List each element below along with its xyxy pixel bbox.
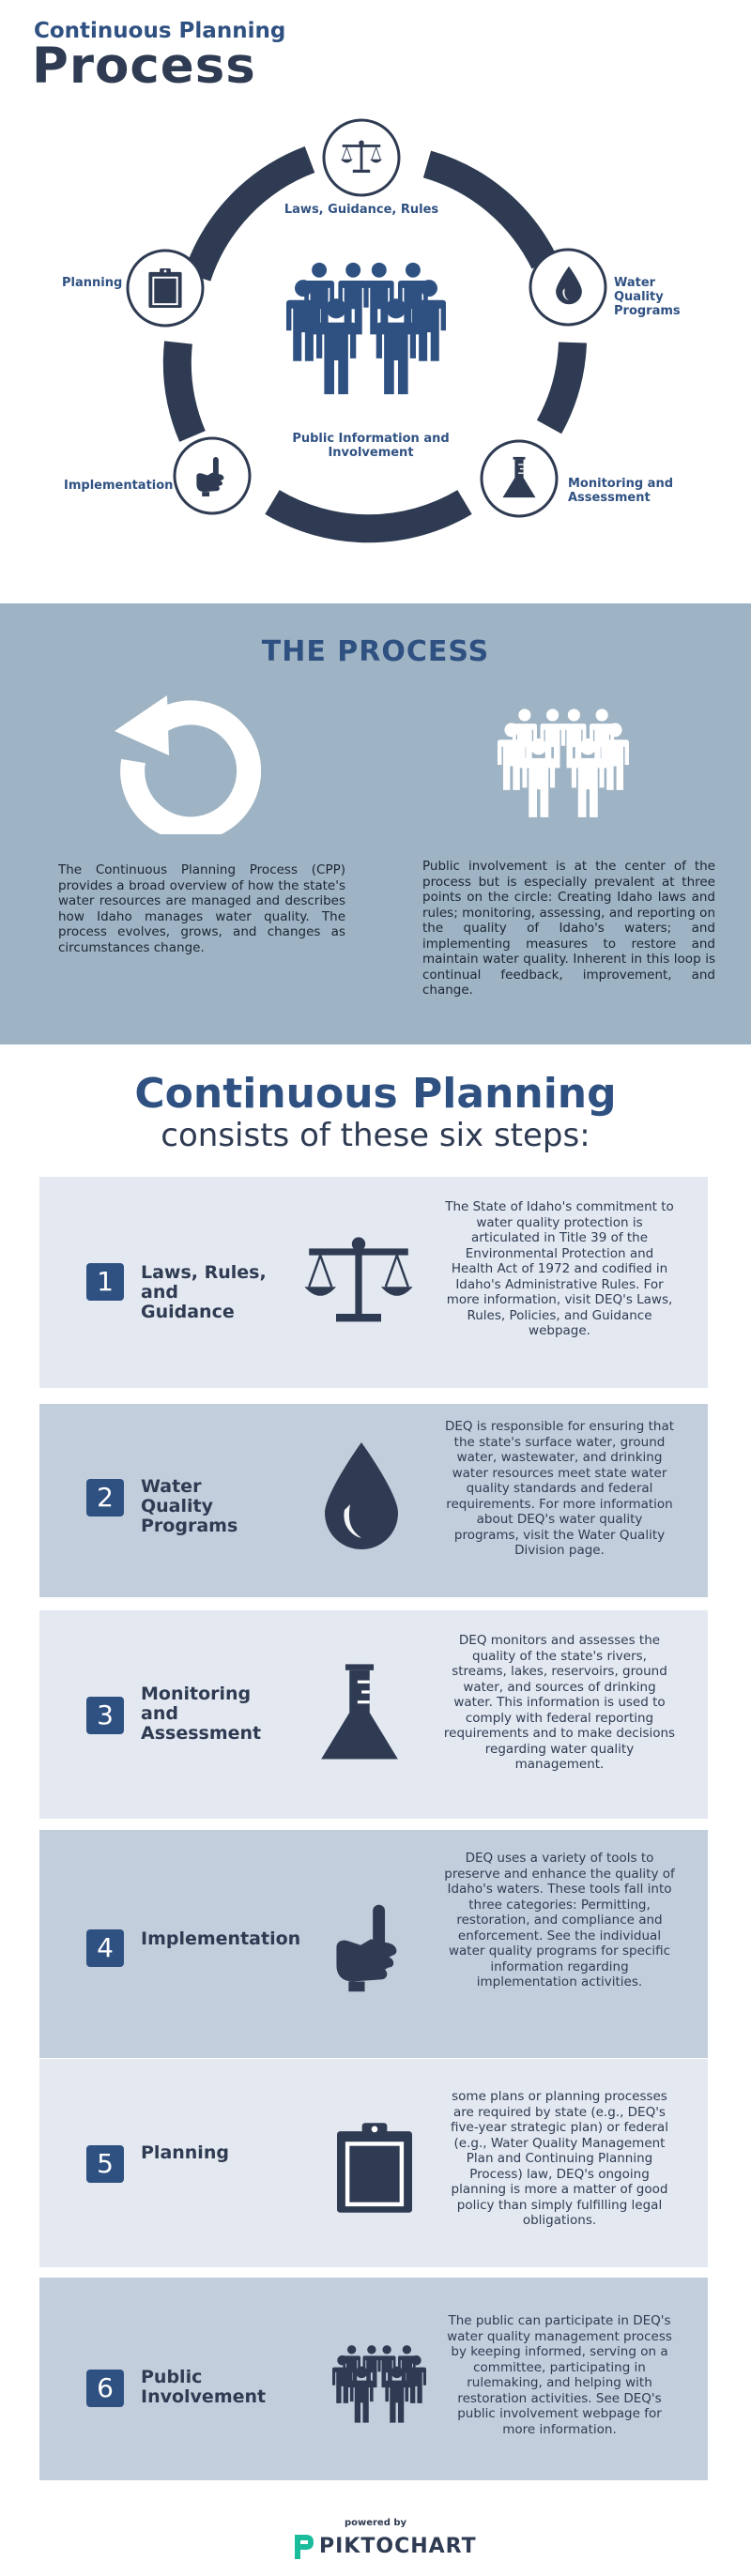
header-title: Process [32, 38, 256, 95]
step-number: 2 [86, 1479, 124, 1517]
cycle-label-implementation: Implementation [64, 479, 174, 493]
scales-icon [340, 139, 383, 175]
step-title: Implementation [141, 1928, 301, 1949]
powered-by-label: powered by [344, 2518, 407, 2528]
process-left-text: The Continuous Planning Process (CPP) provides a broad overview of how the state's water resources are managed and describes how Idaho manages water quality. The process evolves, grows, and changes as circumstances change. [58, 862, 345, 955]
piktochart-logo-icon [291, 2533, 315, 2561]
clipboard-icon [332, 2121, 417, 2215]
step-number: 3 [86, 1697, 124, 1734]
step-card-3 [39, 1610, 708, 1819]
step-description: DEQ uses a variety of tools to preserve and enhance the quality of Idaho's waters. These tools fall into three categories: Permitting, restoration, and compliance and enforcement. See the individual water quality programs for specific information regarding implementation activities. [444, 1851, 675, 1989]
step-number: 5 [86, 2145, 124, 2183]
process-title: THE PROCESS [261, 635, 490, 668]
step-description: some plans or planning processes are required by state (e.g., DEQ's five-year strategic plan) or federal (e.g., Water Quality Management Plan and Continuing Planning Process) law, DEQ's ongoing planning is more a matter of good policy than simply fulfilling legal obligations. [451, 2089, 668, 2228]
step-card-4 [39, 1830, 708, 2058]
step-title: Water Quality Programs [141, 1476, 238, 1536]
piktochart-logo[interactable] [291, 2531, 477, 2563]
step-number: 6 [86, 2370, 124, 2407]
people-group-icon [332, 2341, 426, 2428]
process-section [0, 603, 751, 1044]
flask-icon [501, 456, 537, 499]
step-description: DEQ monitors and assesses the quality of the state's rivers, streams, lakes, reservoirs, ground water, and sources of drinking water. This information is used to comply with federal reporting requirements and to make decisions regarding water quality management. [443, 1633, 676, 1772]
cycle-label-monitoring: Monitoring and Assessment [568, 477, 674, 505]
people-group-icon [286, 259, 446, 400]
step-title: Monitoring and Assessment [141, 1684, 262, 1744]
step-number: 4 [86, 1929, 124, 1967]
clipboard-icon [146, 267, 184, 309]
steps-subheading: consists of these six steps: [161, 1117, 590, 1154]
step-title: Laws, Rules, and Guidance [141, 1262, 267, 1322]
flask-icon [319, 1661, 400, 1764]
step-card-6 [39, 2278, 708, 2480]
people-group-icon [498, 703, 629, 825]
water-drop-icon [319, 1440, 404, 1552]
cycle-diagram [0, 103, 751, 572]
step-title: Public Involvement [141, 2367, 267, 2407]
pointing-hand-icon [330, 1901, 411, 1995]
process-right-text: Public involvement is at the center of the process but is especially prevalent at three points on the circle: Creating Idaho laws and rules; monitoring, assessing, and reporting on the quality of Idaho's waters; and implementing measures to restore and maintain water quality. Inherent in this loop is continual feedback, improvement, and change. [422, 859, 715, 998]
piktochart-brand: PIKTOCHART [319, 2535, 477, 2558]
scales-icon [302, 1233, 415, 1327]
step-description: The public can participate in DEQ's water quality management process by keeping informed, serving on a committee, participating in rulemaking, and helping with restoration activities. See DEQ's public involvement webpage for more information. [447, 2313, 672, 2437]
cycle-center-label: Public Information and Involvement [292, 432, 450, 460]
step-number: 1 [86, 1263, 124, 1301]
step-card-1 [39, 1177, 708, 1388]
step-card-2 [39, 1404, 708, 1597]
cycle-label-laws: Laws, Guidance, Rules [284, 203, 439, 217]
step-card-5 [39, 2059, 708, 2267]
water-drop-icon [554, 265, 584, 306]
cycle-label-planning: Planning [62, 276, 123, 290]
header-subtitle: Continuous Planning [34, 19, 286, 43]
steps-heading: Continuous Planning [134, 1070, 617, 1118]
step-description: DEQ is responsible for ensuring that the state's surface water, ground water, wastewater, and drinking water resources meet state water quality standards and federal requirements. For more information about DEQ's water quality programs, visit the Water Quality Division page. [444, 1419, 675, 1558]
step-description: The State of Idaho's commitment to water quality protection is articulated in Title 39 of the Environmental Protection and Health Act of 1972 and codified in Idaho's Administrative Rules. For more information, visit DEQ's Laws, Rules, Policies, and Guidance webpage. [445, 1199, 674, 1338]
step-title: Planning [141, 2142, 229, 2163]
pointing-hand-icon [193, 456, 231, 497]
refresh-icon [115, 694, 261, 834]
cycle-label-water-quality: Water Quality Programs [614, 276, 681, 318]
